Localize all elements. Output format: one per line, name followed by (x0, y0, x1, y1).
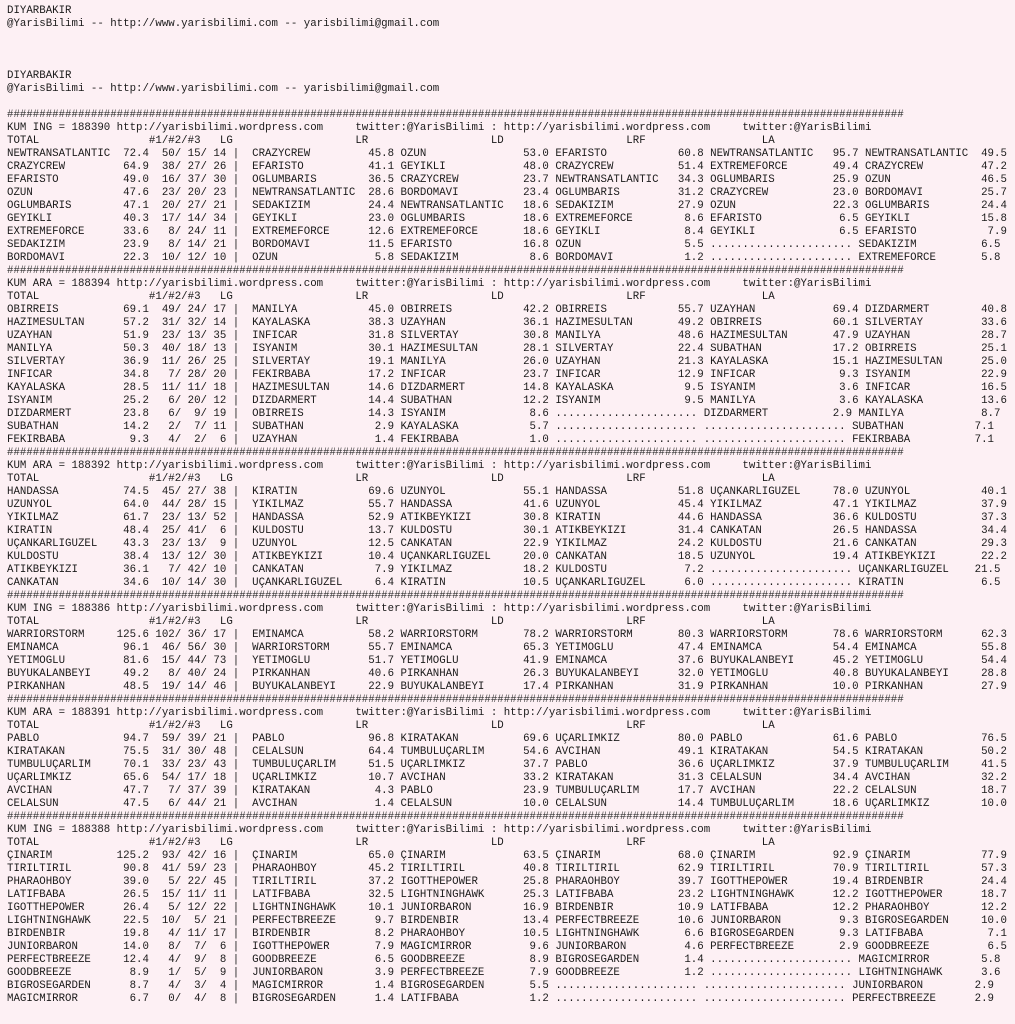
table-row: UÇARLIMKIZ 65.6 54/ 17/ 18 | UÇARLIMKIZ 10.7 AVCIHAN 33.2 KIRATAKAN 31.3 CELALSUN 34.4 AVCIHAN 32.2 (7, 772, 1007, 784)
table-row: KIRATIN 48.4 25/ 41/ 6 | KULDOSTU 13.7 KULDOSTU 30.1 ATIKBEYKIZI 31.4 CANKATAN 26.5 HANDASSA 34.4 (7, 525, 1007, 537)
column-header-row: TOTAL #1/#2/#3 LG LR LD LRF LA (7, 616, 775, 628)
table-row: BÜYÜKALANBEYI 49.2 8/ 40/ 24 | PIRKANHAN 40.6 PIRKANHAN 26.3 BÜYÜKALANBEYI 32.0 YETIMOGLU 40.8 BÜYÜKALANBEYI 28.8 (7, 668, 1007, 680)
table-row: KAYALASKA 28.5 11/ 11/ 18 | HAZIMESULTAN 14.6 DIZDARMERT 14.8 KAYALASKA 9.5 ISYANIM 3.6 INFICAR 16.5 (7, 382, 1007, 394)
column-header-row: TOTAL #1/#2/#3 LG LR LD LRF LA (7, 720, 775, 732)
section-title: KUM ING = 188386 http://yarisbilimi.wordpress.com twitter:@YarisBilimi : http://yarisbilimi.wordpress.com twitter:@YarisBilimi (7, 603, 872, 615)
separator-line: ########################################################################################################################################### (7, 447, 904, 459)
table-row: JUNIORBARON 14.0 8/ 7/ 6 | IGOTTHEPOWER 7.9 MAGICMIRROR 9.6 JUNIORBARON 4.6 PERFECTBREEZE 2.9 GOODBREEZE 6.5 (7, 941, 1007, 953)
separator-line: ########################################################################################################################################### (7, 694, 904, 706)
column-header-row: TOTAL #1/#2/#3 LG LR LD LRF LA (7, 473, 775, 485)
table-row: CANKATAN 34.6 10/ 14/ 30 | UÇANKARLIGÜZEL 6.4 KIRATIN 10.5 UÇANKARLIGÜZEL 6.0 ...................... KIRATIN 6.5 (7, 577, 1001, 589)
table-row: BIRDENBIR 19.8 4/ 11/ 17 | BIRDENBIR 8.2 PHARAOHBOY 10.5 LIGHTNINGHAWK 6.6 BIGROSEGARDEN 9.3 LATIFBABA 7.1 (7, 928, 1007, 940)
header-contact[interactable]: @YarisBilimi -- http://www.yarisbilimi.com -- yarisbilimi@gmail.com (7, 18, 440, 30)
spacer (7, 96, 1013, 109)
table-row: PABLO 94.7 59/ 39/ 21 | PABLO 96.8 KIRATAKAN 69.6 UÇARLIMKIZ 80.0 PABLO 61.6 PABLO 76.5 (7, 733, 1007, 745)
section-title: KUM ING = 188388 http://yarisbilimi.wordpress.com twitter:@YarisBilimi : http://yarisbilimi.wordpress.com twitter:@YarisBilimi (7, 824, 872, 836)
table-row: UZAYHAN 51.9 23/ 13/ 35 | INFICAR 31.8 SILVERTAY 30.8 MANILYA 48.6 HAZIMESULTAN 47.9 UZAYHAN 28.7 (7, 330, 1007, 342)
table-row: GEYIKLI 40.3 17/ 14/ 34 | GEYIKLI 23.0 OGLUMBARIS 18.6 EXTREMEFORCE 8.6 EFARISTO 6.5 GEYIKLI 15.8 (7, 213, 1007, 225)
table-row: SEDAKIZIM 23.9 8/ 14/ 21 | BORDOMAVI 11.5 EFARISTO 16.8 ÖZÜN 5.5 ...................... SEDAKIZIM 6.5 (7, 239, 1001, 251)
table-row: SILVERTAY 36.9 11/ 26/ 25 | SILVERTAY 19.1 MANILYA 26.0 UZAYHAN 21.3 KAYALASKA 15.1 HAZIMESULTAN 25.0 (7, 356, 1007, 368)
table-row: EFARISTO 49.0 16/ 37/ 30 | OGLUMBARIS 36.5 CRAZYCREW 23.7 NEWTRANSATLANTIC 34.3 OGLUMBARIS 25.9 ÖZÜN 46.5 (7, 174, 1007, 186)
separator-line: ########################################################################################################################################### (7, 109, 904, 121)
table-row: DIZDARMERT 23.8 6/ 9/ 19 | OBIRREIS 14.3 ISYANIM 8.6 ...................... DIZDARMERT 2.9 MANILYA 8.7 (7, 408, 1001, 420)
header-title: DIYARBAKIR (7, 70, 72, 82)
column-header-row: TOTAL #1/#2/#3 LG LR LD LRF LA (7, 837, 775, 849)
section-title: KUM ARA = 188391 http://yarisbilimi.wordpress.com twitter:@YarisBilimi : http://yarisbilimi.wordpress.com twitter:@YarisBilimi (7, 707, 872, 719)
table-row: OGLUMBARIS 47.1 20/ 27/ 21 | SEDAKIZIM 24.4 NEWTRANSATLANTIC 18.6 SEDAKIZIM 27.9 ÖZÜN 22.3 OGLUMBARIS 24.4 (7, 200, 1007, 212)
table-row: IGOTTHEPOWER 26.4 5/ 12/ 22 | LIGHTNINGHAWK 10.1 JUNIORBARON 16.9 BIRDENBIR 10.9 LATIFBABA 12.2 PHARAOHBOY 12.2 (7, 902, 1007, 914)
table-row: MAGICMIRROR 6.7 0/ 4/ 8 | BIGROSEGARDEN 1.4 LATIFBABA 1.2 ...................... ...................... PERFECTBREEZE 2.9 (7, 993, 995, 1005)
header-contact[interactable]: @YarisBilimi -- http://www.yarisbilimi.com -- yarisbilimi@gmail.com (7, 83, 440, 95)
table-row: LIGHTNINGHAWK 22.5 10/ 5/ 21 | PERFECTBREEZE 9.7 BIRDENBIR 13.4 PERFECTBREEZE 10.6 JUNIORBARON 9.3 BIGROSEGARDEN 10.0 (7, 915, 1007, 927)
header-title: DIYARBAKIR (7, 5, 72, 17)
table-row: MANILYA 50.3 40/ 18/ 13 | ISYANIM 30.1 HAZIMESULTAN 28.1 SILVERTAY 22.4 SUBATHAN 17.2 OBIRREIS 25.1 (7, 343, 1007, 355)
table-row: OBIRREIS 69.1 49/ 24/ 17 | MANILYA 45.0 OBIRREIS 42.2 OBIRREIS 55.7 UZAYHAN 69.4 DIZDARMERT 40.8 (7, 304, 1007, 316)
table-row: HANDASSA 74.5 45/ 27/ 38 | KIRATIN 69.6 UZUNYOL 55.1 HANDASSA 51.8 UÇANKARLIGÜZEL 78.0 UZUNYOL 40.1 (7, 486, 1007, 498)
table-row: EMINAMCA 96.1 46/ 56/ 30 | WARRIORSTORM 55.7 EMINAMCA 65.3 YETIMOGLU 47.4 EMINAMCA 54.4 EMINAMCA 55.8 (7, 642, 1007, 654)
table-row: ÖZÜN 47.6 23/ 20/ 23 | NEWTRANSATLANTIC 28.6 BORDOMAVI 23.4 OGLUMBARIS 31.2 CRAZYCREW 23.0 BORDOMAVI 25.7 (7, 187, 1007, 199)
table-row: UZUNYOL 64.0 44/ 28/ 15 | YIKILMAZ 55.7 HANDASSA 41.6 UZUNYOL 45.4 YIKILMAZ 47.1 YIKILMAZ 37.9 (7, 499, 1007, 511)
table-row: AVCIHAN 47.7 7/ 37/ 39 | KIRATAKAN 4.3 PABLO 23.9 TUMBULUÇARLIM 17.7 AVCIHAN 22.2 CELALSUN 18.7 (7, 785, 1007, 797)
table-row: PIRKANHAN 48.5 19/ 14/ 46 | BÜYÜKALANBEYI 22.9 BÜYÜKALANBEYI 17.4 PIRKANHAN 31.9 PIRKANHAN 10.0 PIRKANHAN 27.9 (7, 681, 1007, 693)
section-title: KUM ARA = 188392 http://yarisbilimi.wordpress.com twitter:@YarisBilimi : http://yarisbilimi.wordpress.com twitter:@YarisBilimi (7, 460, 872, 472)
table-row: SUBATHAN 14.2 2/ 7/ 11 | SUBATHAN 2.9 KAYALASKA 5.7 ...................... ...................... SUBATHAN 7.1 (7, 421, 995, 433)
table-row: WARRIORSTORM 125.6 102/ 36/ 17 | EMINAMCA 58.2 WARRIORSTORM 78.2 WARRIORSTORM 80.3 WARRIORSTORM 78.6 WARRIORSTORM 62.3 (7, 629, 1007, 641)
table-row: CELALSUN 47.5 6/ 44/ 21 | AVCIHAN 1.4 CELALSUN 10.0 CELALSUN 14.4 TUMBULUÇARLIM 18.6 UÇARLIMKIZ 10.0 (7, 798, 1007, 810)
column-header-row: TOTAL #1/#2/#3 LG LR LD LRF LA (7, 135, 775, 147)
table-row: TIRILTIRIL 90.8 41/ 59/ 23 | PHARAOHBOY 45.2 TIRILTIRIL 40.8 TIRILTIRIL 62.9 TIRILTIRIL 70.9 TIRILTIRIL 57.3 (7, 863, 1007, 875)
column-header-row: TOTAL #1/#2/#3 LG LR LD LRF LA (7, 291, 775, 303)
table-row: BORDOMAVI 22.3 10/ 12/ 10 | ÖZÜN 5.8 SEDAKIZIM 8.6 BORDOMAVI 1.2 ...................... EXTREMEFORCE 5.8 (7, 252, 1001, 264)
table-row: UÇANKARLIGÜZEL 43.3 23/ 13/ 9 | UZUNYOL 12.5 CANKATAN 22.9 YIKILMAZ 24.2 KULDOSTU 21.6 CANKATAN 29.3 (7, 538, 1007, 550)
section-title: KUM ING = 188390 http://yarisbilimi.wordpress.com twitter:@YarisBilimi : http://yarisbilimi.wordpress.com twitter:@YarisBilimi (7, 122, 872, 134)
table-row: ÇINARIM 125.2 93/ 42/ 16 | ÇINARIM 65.0 ÇINARIM 63.5 ÇINARIM 68.0 ÇINARIM 92.9 ÇINARIM 77.9 (7, 850, 1007, 862)
table-row: ATIKBEYKIZI 36.1 7/ 42/ 10 | CANKATAN 7.9 YIKILMAZ 18.2 KULDOSTU 7.2 ...................... UÇANKARLIGÜZEL 21.5 (7, 564, 1001, 576)
table-row: NEWTRANSATLANTIC 72.4 50/ 15/ 14 | CRAZYCREW 45.8 ÖZÜN 53.0 EFARISTO 60.8 NEWTRANSATLANTIC 95.7 NEWTRANSATLANTIC 49.5 (7, 148, 1007, 160)
table-row: KIRATAKAN 75.5 31/ 30/ 48 | CELALSUN 64.4 TUMBULUÇARLIM 54.6 AVCIHAN 49.1 KIRATAKAN 54.5 KIRATAKAN 50.2 (7, 746, 1007, 758)
table-row: ISYANIM 25.2 6/ 20/ 12 | DIZDARMERT 14.4 SUBATHAN 12.2 ISYANIM 9.5 MANILYA 3.6 KAYALASKA 13.6 (7, 395, 1007, 407)
race-sections (7, 109, 1013, 1006)
table-row: GOODBREEZE 8.9 1/ 5/ 9 | JUNIORBARON 3.9 PERFECTBREEZE 7.9 GOODBREEZE 1.2 ...................... LIGHTNINGHAWK 3.6 (7, 967, 1001, 979)
section-title: KUM ARA = 188394 http://yarisbilimi.wordpress.com twitter:@YarisBilimi : http://yarisbilimi.wordpress.com twitter:@YarisBilimi (7, 278, 872, 290)
separator-line: ########################################################################################################################################### (7, 811, 904, 823)
spacer (7, 31, 1013, 70)
table-row: BIGROSEGARDEN 8.7 4/ 3/ 4 | MAGICMIRROR 1.4 BIGROSEGARDEN 5.5 ...................... ...................... JUNIORBARON 2.9 (7, 980, 995, 992)
table-row: PHARAOHBOY 39.0 5/ 22/ 45 | TIRILTIRIL 37.2 IGOTTHEPOWER 25.8 PHARAOHBOY 39.7 IGOTTHEPOWER 19.4 BIRDENBIR 24.4 (7, 876, 1007, 888)
table-row: KULDOSTU 38.4 13/ 12/ 30 | ATIKBEYKIZI 10.4 UÇANKARLIGÜZEL 20.0 CANKATAN 18.5 UZUNYOL 19.4 ATIKBEYKIZI 22.2 (7, 551, 1007, 563)
table-row: FEKIRBABA 9.3 4/ 2/ 6 | UZAYHAN 1.4 FEKIRBABA 1.0 ...................... ...................... FEKIRBABA 7.1 (7, 434, 995, 446)
table-row: HAZIMESULTAN 57.2 31/ 32/ 14 | KAYALASKA 38.3 UZAYHAN 36.1 HAZIMESULTAN 49.2 OBIRREIS 60.1 SILVERTAY 33.6 (7, 317, 1007, 329)
table-row: CRAZYCREW 64.9 38/ 27/ 26 | EFARISTO 41.1 GEYIKLI 48.0 CRAZYCREW 51.4 EXTREMEFORCE 49.4 CRAZYCREW 47.2 (7, 161, 1007, 173)
table-row: INFICAR 34.8 7/ 28/ 20 | FEKIRBABA 17.2 INFICAR 23.7 INFICAR 12.9 INFICAR 9.3 ISYANIM 22.9 (7, 369, 1007, 381)
table-row: EXTREMEFORCE 33.6 8/ 24/ 11 | EXTREMEFORCE 12.6 EXTREMEFORCE 18.6 GEYIKLI 8.4 GEYIKLI 6.5 EFARISTO 7.9 (7, 226, 1007, 238)
table-row: TUMBULUÇARLIM 70.1 33/ 23/ 43 | TUMBULUÇARLIM 51.5 UÇARLIMKIZ 37.7 PABLO 36.6 UÇARLIMKIZ 37.9 TUMBULUÇARLIM 41.5 (7, 759, 1007, 771)
separator-line: ########################################################################################################################################### (7, 265, 904, 277)
table-row: PERFECTBREEZE 12.4 4/ 9/ 8 | GOODBREEZE 6.5 GOODBREEZE 8.9 BIGROSEGARDEN 1.4 ...................... MAGICMIRROR 5.8 (7, 954, 1001, 966)
table-row: YETIMOGLU 81.6 15/ 44/ 73 | YETIMOGLU 51.7 YETIMOGLU 41.9 EMINAMCA 37.6 BÜYÜKALANBEYI 45.2 YETIMOGLU 54.4 (7, 655, 1007, 667)
separator-line: ########################################################################################################################################### (7, 590, 904, 602)
table-row: LATIFBABA 26.5 15/ 11/ 11 | LATIFBABA 32.5 LIGHTNINGHAWK 25.3 LATIFBABA 23.2 LIGHTNINGHAWK 12.2 IGOTTHEPOWER 18.7 (7, 889, 1007, 901)
results-document (7, 5, 1013, 1006)
table-row: YIKILMAZ 61.7 23/ 13/ 52 | HANDASSA 52.9 ATIKBEYKIZI 30.8 KIRATIN 44.6 HANDASSA 36.6 KULDOSTU 37.3 (7, 512, 1007, 524)
